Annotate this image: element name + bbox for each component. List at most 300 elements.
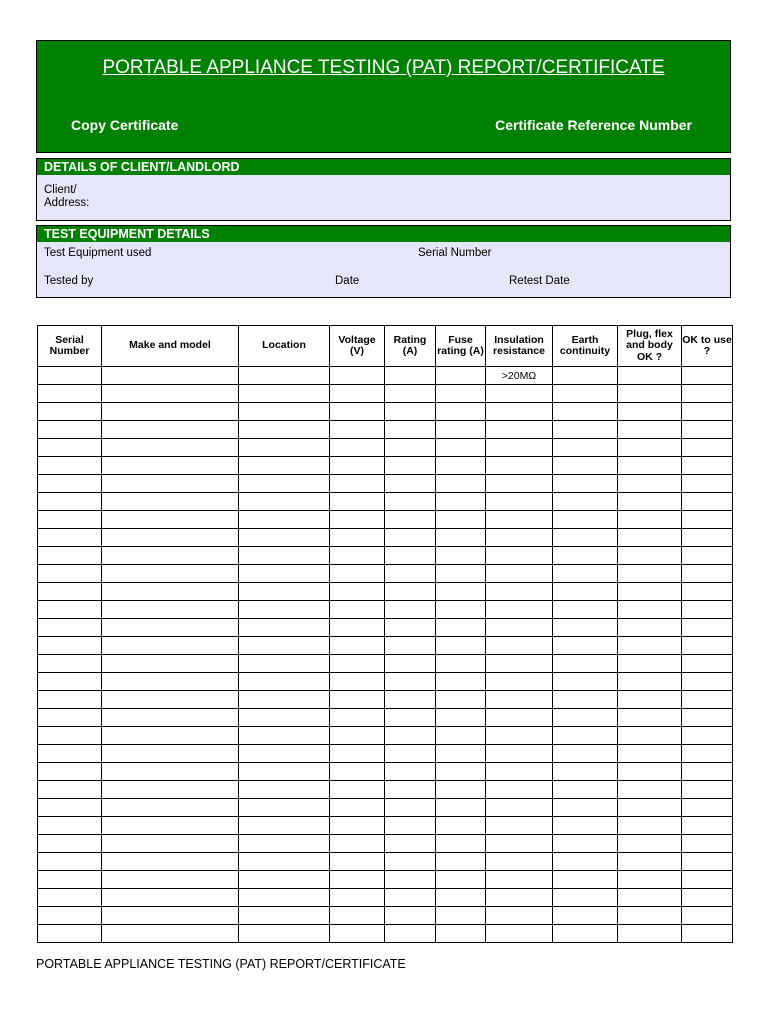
- table-cell[interactable]: [239, 475, 330, 493]
- table-cell[interactable]: [436, 619, 486, 637]
- table-cell[interactable]: [330, 799, 385, 817]
- table-cell[interactable]: [436, 817, 486, 835]
- table-cell[interactable]: [102, 907, 239, 925]
- table-cell[interactable]: [38, 601, 102, 619]
- table-cell[interactable]: [385, 457, 436, 475]
- table-cell[interactable]: [38, 637, 102, 655]
- table-cell[interactable]: [486, 835, 553, 853]
- table-cell[interactable]: [618, 439, 682, 457]
- table-cell[interactable]: [436, 583, 486, 601]
- table-cell[interactable]: [102, 565, 239, 583]
- table-cell[interactable]: [330, 511, 385, 529]
- table-cell[interactable]: [330, 655, 385, 673]
- table-cell[interactable]: [385, 673, 436, 691]
- table-cell[interactable]: [618, 763, 682, 781]
- table-cell[interactable]: [436, 781, 486, 799]
- table-cell[interactable]: [330, 565, 385, 583]
- table-cell[interactable]: [102, 385, 239, 403]
- table-cell[interactable]: [682, 763, 733, 781]
- table-cell[interactable]: [436, 907, 486, 925]
- table-cell[interactable]: [239, 619, 330, 637]
- table-cell[interactable]: [102, 889, 239, 907]
- table-cell[interactable]: [239, 511, 330, 529]
- table-cell[interactable]: [239, 583, 330, 601]
- table-cell[interactable]: [38, 619, 102, 637]
- table-cell[interactable]: [385, 565, 436, 583]
- table-cell[interactable]: [486, 745, 553, 763]
- table-cell[interactable]: [486, 907, 553, 925]
- table-cell[interactable]: [682, 565, 733, 583]
- table-cell[interactable]: [682, 781, 733, 799]
- table-cell[interactable]: [239, 601, 330, 619]
- table-cell[interactable]: [385, 655, 436, 673]
- table-cell[interactable]: [436, 763, 486, 781]
- table-cell[interactable]: [618, 709, 682, 727]
- table-cell[interactable]: [102, 853, 239, 871]
- table-cell[interactable]: [239, 763, 330, 781]
- table-cell[interactable]: [553, 619, 618, 637]
- table-cell[interactable]: [553, 781, 618, 799]
- table-cell[interactable]: [239, 673, 330, 691]
- table-cell[interactable]: [102, 817, 239, 835]
- table-cell[interactable]: [682, 709, 733, 727]
- table-cell[interactable]: [682, 727, 733, 745]
- table-cell[interactable]: [239, 925, 330, 943]
- table-cell[interactable]: [102, 619, 239, 637]
- table-cell[interactable]: [385, 763, 436, 781]
- table-cell[interactable]: [330, 601, 385, 619]
- table-cell[interactable]: [618, 817, 682, 835]
- table-cell[interactable]: [239, 385, 330, 403]
- table-cell[interactable]: [436, 727, 486, 745]
- table-cell[interactable]: [385, 367, 436, 385]
- table-cell[interactable]: [239, 907, 330, 925]
- table-cell[interactable]: [102, 799, 239, 817]
- table-cell[interactable]: [385, 583, 436, 601]
- table-cell[interactable]: [618, 781, 682, 799]
- table-cell[interactable]: [486, 727, 553, 745]
- table-cell[interactable]: [38, 547, 102, 565]
- table-cell[interactable]: [330, 439, 385, 457]
- table-cell[interactable]: [239, 655, 330, 673]
- table-cell[interactable]: [618, 475, 682, 493]
- table-cell[interactable]: [682, 511, 733, 529]
- table-cell[interactable]: [436, 691, 486, 709]
- table-cell[interactable]: [436, 871, 486, 889]
- table-cell[interactable]: [682, 547, 733, 565]
- table-cell[interactable]: [486, 547, 553, 565]
- table-cell[interactable]: [38, 907, 102, 925]
- table-cell[interactable]: [618, 835, 682, 853]
- table-cell[interactable]: [330, 727, 385, 745]
- table-cell[interactable]: [385, 799, 436, 817]
- table-cell[interactable]: [486, 799, 553, 817]
- table-cell[interactable]: [553, 475, 618, 493]
- table-cell[interactable]: [553, 907, 618, 925]
- table-cell[interactable]: [553, 493, 618, 511]
- table-cell[interactable]: [385, 385, 436, 403]
- table-cell[interactable]: [436, 475, 486, 493]
- table-cell[interactable]: [385, 781, 436, 799]
- table-cell[interactable]: [682, 799, 733, 817]
- table-cell[interactable]: [682, 619, 733, 637]
- table-cell[interactable]: [486, 457, 553, 475]
- table-cell[interactable]: [38, 781, 102, 799]
- table-cell[interactable]: [682, 493, 733, 511]
- table-cell[interactable]: [618, 457, 682, 475]
- table-cell[interactable]: [682, 871, 733, 889]
- table-cell[interactable]: [553, 835, 618, 853]
- table-cell[interactable]: [38, 871, 102, 889]
- table-cell[interactable]: [102, 457, 239, 475]
- table-cell[interactable]: [486, 565, 553, 583]
- table-cell[interactable]: [102, 637, 239, 655]
- table-cell[interactable]: [102, 745, 239, 763]
- table-cell[interactable]: [330, 493, 385, 511]
- table-cell[interactable]: [102, 583, 239, 601]
- table-cell[interactable]: [553, 457, 618, 475]
- table-cell[interactable]: [486, 439, 553, 457]
- table-cell[interactable]: [486, 817, 553, 835]
- table-cell[interactable]: [330, 475, 385, 493]
- table-cell[interactable]: [486, 511, 553, 529]
- table-cell[interactable]: [385, 817, 436, 835]
- table-cell[interactable]: [38, 763, 102, 781]
- table-cell[interactable]: [330, 421, 385, 439]
- table-cell[interactable]: [102, 673, 239, 691]
- table-cell[interactable]: [330, 385, 385, 403]
- table-cell[interactable]: [553, 925, 618, 943]
- table-cell[interactable]: [486, 691, 553, 709]
- table-cell[interactable]: [38, 745, 102, 763]
- table-cell[interactable]: [436, 799, 486, 817]
- table-cell[interactable]: [330, 403, 385, 421]
- table-cell[interactable]: [385, 925, 436, 943]
- table-cell[interactable]: [330, 907, 385, 925]
- table-cell[interactable]: [553, 601, 618, 619]
- table-cell[interactable]: [553, 385, 618, 403]
- table-cell[interactable]: [385, 889, 436, 907]
- table-cell[interactable]: [102, 601, 239, 619]
- table-cell[interactable]: [436, 457, 486, 475]
- table-cell[interactable]: [436, 601, 486, 619]
- table-cell[interactable]: [436, 511, 486, 529]
- table-cell[interactable]: [330, 673, 385, 691]
- table-cell[interactable]: [385, 475, 436, 493]
- table-cell[interactable]: [239, 403, 330, 421]
- table-cell[interactable]: [486, 475, 553, 493]
- table-cell[interactable]: [239, 709, 330, 727]
- table-cell[interactable]: [682, 673, 733, 691]
- table-cell[interactable]: [618, 403, 682, 421]
- table-cell[interactable]: [486, 889, 553, 907]
- table-cell[interactable]: [436, 889, 486, 907]
- table-cell[interactable]: [239, 871, 330, 889]
- table-cell[interactable]: [385, 421, 436, 439]
- table-cell[interactable]: [618, 871, 682, 889]
- table-cell[interactable]: [436, 403, 486, 421]
- table-cell[interactable]: [239, 835, 330, 853]
- table-cell[interactable]: [38, 421, 102, 439]
- table-cell[interactable]: [38, 385, 102, 403]
- table-cell[interactable]: [385, 619, 436, 637]
- table-cell[interactable]: [486, 925, 553, 943]
- table-cell[interactable]: [486, 529, 553, 547]
- table-cell[interactable]: [436, 709, 486, 727]
- table-cell[interactable]: [38, 529, 102, 547]
- table-cell[interactable]: [682, 403, 733, 421]
- table-cell[interactable]: [553, 439, 618, 457]
- table-cell[interactable]: [38, 403, 102, 421]
- table-cell[interactable]: [385, 709, 436, 727]
- table-cell[interactable]: [330, 817, 385, 835]
- table-cell[interactable]: [330, 691, 385, 709]
- table-cell[interactable]: [486, 619, 553, 637]
- table-cell[interactable]: [239, 817, 330, 835]
- table-cell[interactable]: [553, 565, 618, 583]
- table-cell[interactable]: [682, 367, 733, 385]
- table-cell[interactable]: [239, 727, 330, 745]
- table-cell[interactable]: [330, 835, 385, 853]
- table-cell[interactable]: [239, 637, 330, 655]
- table-cell[interactable]: [682, 439, 733, 457]
- table-cell[interactable]: [330, 853, 385, 871]
- table-cell[interactable]: [330, 619, 385, 637]
- table-cell[interactable]: [682, 907, 733, 925]
- table-cell[interactable]: [239, 853, 330, 871]
- table-cell[interactable]: [553, 691, 618, 709]
- table-cell[interactable]: [553, 817, 618, 835]
- table-cell[interactable]: [618, 691, 682, 709]
- table-cell[interactable]: [239, 565, 330, 583]
- table-cell[interactable]: [38, 889, 102, 907]
- table-cell[interactable]: [436, 493, 486, 511]
- table-cell[interactable]: [330, 781, 385, 799]
- table-cell[interactable]: [618, 889, 682, 907]
- table-cell[interactable]: [486, 385, 553, 403]
- table-cell[interactable]: [102, 763, 239, 781]
- table-cell[interactable]: [486, 601, 553, 619]
- table-cell[interactable]: [239, 457, 330, 475]
- insulation-resistance-cell[interactable]: >20MΩ: [486, 367, 553, 385]
- table-cell[interactable]: [102, 547, 239, 565]
- table-cell[interactable]: [102, 529, 239, 547]
- table-cell[interactable]: [618, 673, 682, 691]
- table-cell[interactable]: [436, 745, 486, 763]
- table-cell[interactable]: [486, 763, 553, 781]
- table-cell[interactable]: [486, 673, 553, 691]
- table-cell[interactable]: [553, 367, 618, 385]
- table-cell[interactable]: [682, 475, 733, 493]
- table-cell[interactable]: [682, 817, 733, 835]
- table-cell[interactable]: [436, 835, 486, 853]
- table-cell[interactable]: [436, 529, 486, 547]
- table-cell[interactable]: [553, 511, 618, 529]
- table-cell[interactable]: [436, 655, 486, 673]
- table-cell[interactable]: [330, 637, 385, 655]
- table-cell[interactable]: [553, 709, 618, 727]
- table-cell[interactable]: [682, 457, 733, 475]
- table-cell[interactable]: [618, 511, 682, 529]
- table-cell[interactable]: [38, 727, 102, 745]
- table-cell[interactable]: [385, 547, 436, 565]
- table-cell[interactable]: [102, 367, 239, 385]
- table-cell[interactable]: [553, 655, 618, 673]
- table-cell[interactable]: [682, 691, 733, 709]
- table-cell[interactable]: [618, 493, 682, 511]
- table-cell[interactable]: [239, 367, 330, 385]
- table-cell[interactable]: [102, 493, 239, 511]
- table-cell[interactable]: [385, 493, 436, 511]
- table-cell[interactable]: [618, 529, 682, 547]
- table-cell[interactable]: [486, 871, 553, 889]
- table-cell[interactable]: [102, 691, 239, 709]
- table-cell[interactable]: [618, 547, 682, 565]
- table-cell[interactable]: [102, 781, 239, 799]
- table-cell[interactable]: [553, 745, 618, 763]
- table-cell[interactable]: [618, 601, 682, 619]
- table-cell[interactable]: [102, 475, 239, 493]
- table-cell[interactable]: [330, 583, 385, 601]
- table-cell[interactable]: [553, 799, 618, 817]
- table-cell[interactable]: [239, 691, 330, 709]
- table-cell[interactable]: [385, 439, 436, 457]
- table-cell[interactable]: [239, 493, 330, 511]
- table-cell[interactable]: [436, 565, 486, 583]
- table-cell[interactable]: [436, 853, 486, 871]
- table-cell[interactable]: [38, 691, 102, 709]
- table-cell[interactable]: [486, 655, 553, 673]
- table-cell[interactable]: [102, 709, 239, 727]
- table-cell[interactable]: [330, 871, 385, 889]
- table-cell[interactable]: [618, 925, 682, 943]
- table-cell[interactable]: [102, 511, 239, 529]
- table-cell[interactable]: [486, 493, 553, 511]
- table-cell[interactable]: [330, 529, 385, 547]
- table-cell[interactable]: [486, 637, 553, 655]
- table-cell[interactable]: [682, 421, 733, 439]
- table-cell[interactable]: [618, 745, 682, 763]
- table-cell[interactable]: [436, 547, 486, 565]
- table-cell[interactable]: [102, 871, 239, 889]
- table-cell[interactable]: [385, 601, 436, 619]
- table-cell[interactable]: [38, 655, 102, 673]
- table-cell[interactable]: [618, 583, 682, 601]
- table-cell[interactable]: [385, 529, 436, 547]
- table-cell[interactable]: [330, 367, 385, 385]
- table-cell[interactable]: [38, 925, 102, 943]
- table-cell[interactable]: [385, 637, 436, 655]
- table-cell[interactable]: [239, 529, 330, 547]
- table-cell[interactable]: [682, 925, 733, 943]
- table-cell[interactable]: [239, 745, 330, 763]
- table-cell[interactable]: [618, 637, 682, 655]
- table-cell[interactable]: [330, 457, 385, 475]
- table-cell[interactable]: [618, 367, 682, 385]
- table-cell[interactable]: [486, 421, 553, 439]
- table-cell[interactable]: [682, 745, 733, 763]
- table-cell[interactable]: [486, 709, 553, 727]
- table-cell[interactable]: [618, 385, 682, 403]
- table-cell[interactable]: [38, 475, 102, 493]
- table-cell[interactable]: [553, 871, 618, 889]
- table-cell[interactable]: [239, 439, 330, 457]
- table-cell[interactable]: [618, 799, 682, 817]
- table-cell[interactable]: [553, 763, 618, 781]
- table-cell[interactable]: [682, 655, 733, 673]
- table-cell[interactable]: [38, 673, 102, 691]
- table-cell[interactable]: [239, 889, 330, 907]
- table-cell[interactable]: [618, 853, 682, 871]
- table-cell[interactable]: [385, 853, 436, 871]
- table-cell[interactable]: [682, 853, 733, 871]
- table-cell[interactable]: [553, 529, 618, 547]
- table-cell[interactable]: [102, 925, 239, 943]
- table-cell[interactable]: [436, 637, 486, 655]
- table-cell[interactable]: [682, 529, 733, 547]
- table-cell[interactable]: [385, 511, 436, 529]
- table-cell[interactable]: [553, 673, 618, 691]
- table-cell[interactable]: [553, 637, 618, 655]
- table-cell[interactable]: [618, 907, 682, 925]
- table-cell[interactable]: [553, 403, 618, 421]
- table-cell[interactable]: [330, 709, 385, 727]
- table-cell[interactable]: [38, 583, 102, 601]
- table-cell[interactable]: [38, 817, 102, 835]
- table-cell[interactable]: [436, 367, 486, 385]
- table-cell[interactable]: [38, 709, 102, 727]
- table-cell[interactable]: [38, 511, 102, 529]
- table-cell[interactable]: [102, 439, 239, 457]
- table-cell[interactable]: [436, 385, 486, 403]
- table-cell[interactable]: [330, 889, 385, 907]
- table-cell[interactable]: [553, 727, 618, 745]
- table-cell[interactable]: [102, 655, 239, 673]
- table-cell[interactable]: [436, 421, 486, 439]
- table-cell[interactable]: [618, 655, 682, 673]
- table-cell[interactable]: [553, 583, 618, 601]
- table-cell[interactable]: [553, 889, 618, 907]
- table-cell[interactable]: [618, 727, 682, 745]
- table-cell[interactable]: [385, 403, 436, 421]
- table-cell[interactable]: [239, 799, 330, 817]
- table-cell[interactable]: [385, 907, 436, 925]
- table-cell[interactable]: [330, 925, 385, 943]
- table-cell[interactable]: [486, 403, 553, 421]
- table-cell[interactable]: [239, 781, 330, 799]
- table-cell[interactable]: [553, 547, 618, 565]
- table-cell[interactable]: [682, 889, 733, 907]
- table-cell[interactable]: [330, 763, 385, 781]
- table-cell[interactable]: [102, 727, 239, 745]
- table-cell[interactable]: [486, 853, 553, 871]
- table-cell[interactable]: [38, 565, 102, 583]
- table-cell[interactable]: [618, 565, 682, 583]
- table-cell[interactable]: [682, 385, 733, 403]
- table-cell[interactable]: [436, 673, 486, 691]
- table-cell[interactable]: [239, 547, 330, 565]
- table-cell[interactable]: [682, 583, 733, 601]
- table-cell[interactable]: [618, 421, 682, 439]
- table-cell[interactable]: [239, 421, 330, 439]
- table-cell[interactable]: [330, 745, 385, 763]
- table-cell[interactable]: [436, 925, 486, 943]
- table-cell[interactable]: [553, 853, 618, 871]
- table-cell[interactable]: [682, 835, 733, 853]
- table-cell[interactable]: [486, 781, 553, 799]
- table-cell[interactable]: [385, 835, 436, 853]
- table-cell[interactable]: [330, 547, 385, 565]
